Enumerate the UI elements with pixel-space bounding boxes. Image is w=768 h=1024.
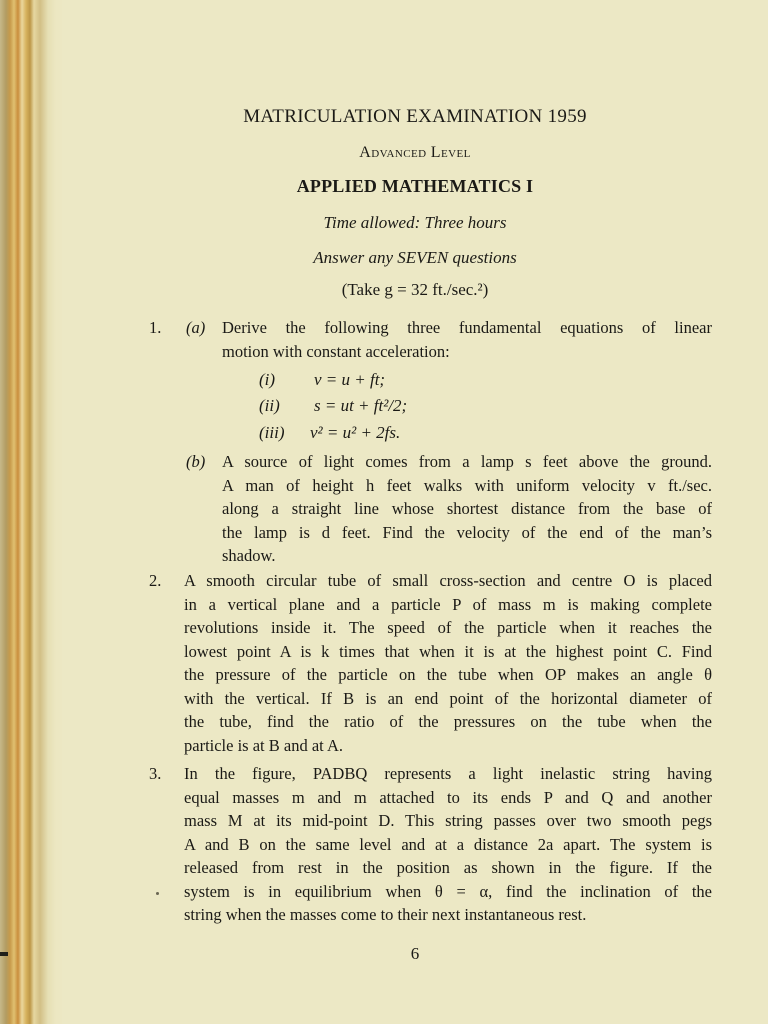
question-2-text: [184, 569, 712, 757]
question-1b-text: [222, 450, 712, 568]
text-line: along a straight line whose shortest distance from the base of: [222, 499, 712, 518]
question-3-text: [184, 762, 712, 927]
text-line: in a vertical plane and a particle P of mass m is making complete: [184, 594, 712, 614]
question-3-number: 3.: [149, 764, 162, 783]
question-1-number: 1.: [149, 318, 162, 337]
equation-3: v² = u² + 2fs.: [310, 423, 401, 442]
text-line: with the vertical. If B is an end point of the horizontal diameter of: [184, 688, 712, 708]
question-1a-label: (a): [186, 318, 206, 337]
text-line: shadow.: [222, 546, 276, 565]
instruction: Answer any SEVEN questions: [313, 248, 517, 267]
text-line: the tube, find the ratio of the pressures on the tube when the: [184, 712, 712, 731]
book-binding: [0, 0, 62, 1024]
text-line: revolutions inside it. The speed of the particle when it reaches the: [184, 618, 712, 637]
subject-heading: APPLIED MATHEMATICS I: [296, 176, 534, 196]
text-line: In the figure, PADBQ represents a light inelastic string having: [184, 764, 712, 783]
text-line: A man of height h feet walks with uniform velocity v ft./sec.: [222, 475, 712, 495]
equation-3-label: (iii): [259, 423, 285, 442]
ink-dot: [156, 892, 159, 895]
text-line: mass M at its mid-point D. This string passes over two smooth pegs: [184, 811, 712, 830]
text-line: the lamp is d feet. Find the velocity of the end of the man’s: [222, 522, 712, 542]
time-allowed: Time allowed: Three hours: [323, 213, 507, 232]
page-number: 6: [410, 944, 420, 963]
text-line: the pressure of the particle on the tube when OP makes an angle θ: [184, 665, 712, 684]
text-line: A and B on the same level and at a distance 2a apart. The system is: [184, 834, 712, 854]
equation-2: s = ut + ft²/2;: [314, 396, 408, 415]
text-line: particle is at B and at A.: [184, 735, 343, 755]
text-line: string when the masses come to their next instantaneous rest.: [184, 905, 587, 924]
text-line: A smooth circular tube of small cross-section and centre O is placed: [184, 571, 712, 590]
level-heading: Advanced Level: [359, 144, 471, 161]
text-line: Derive the following three fundamental equations of linear: [222, 318, 712, 337]
question-1b-label: (b): [186, 452, 206, 471]
exam-title: MATRICULATION EXAMINATION 1959: [243, 106, 587, 127]
text-line: lowest point A is k times that when it is at the highest point C. Find: [184, 641, 712, 661]
constant-note: (Take g = 32 ft./sec.²): [341, 280, 489, 299]
edge-mark: [0, 952, 8, 956]
equation-2-label: (ii): [259, 396, 280, 415]
text-line: equal masses m and m attached to its ends P and Q and another: [184, 787, 712, 807]
equation-1: v = u + ft;: [314, 370, 386, 389]
text-line: system is in equilibrium when θ = α, find the inclination of the: [184, 881, 712, 901]
question-1a-text: [222, 316, 712, 363]
equation-1-label: (i): [259, 370, 276, 389]
question-2-number: 2.: [149, 571, 162, 590]
text-line: A source of light comes from a lamp s feet above the ground.: [222, 452, 712, 471]
text-line: motion with constant acceleration:: [222, 341, 450, 361]
text-line: released from rest in the position as shown in the figure. If the: [184, 858, 712, 877]
